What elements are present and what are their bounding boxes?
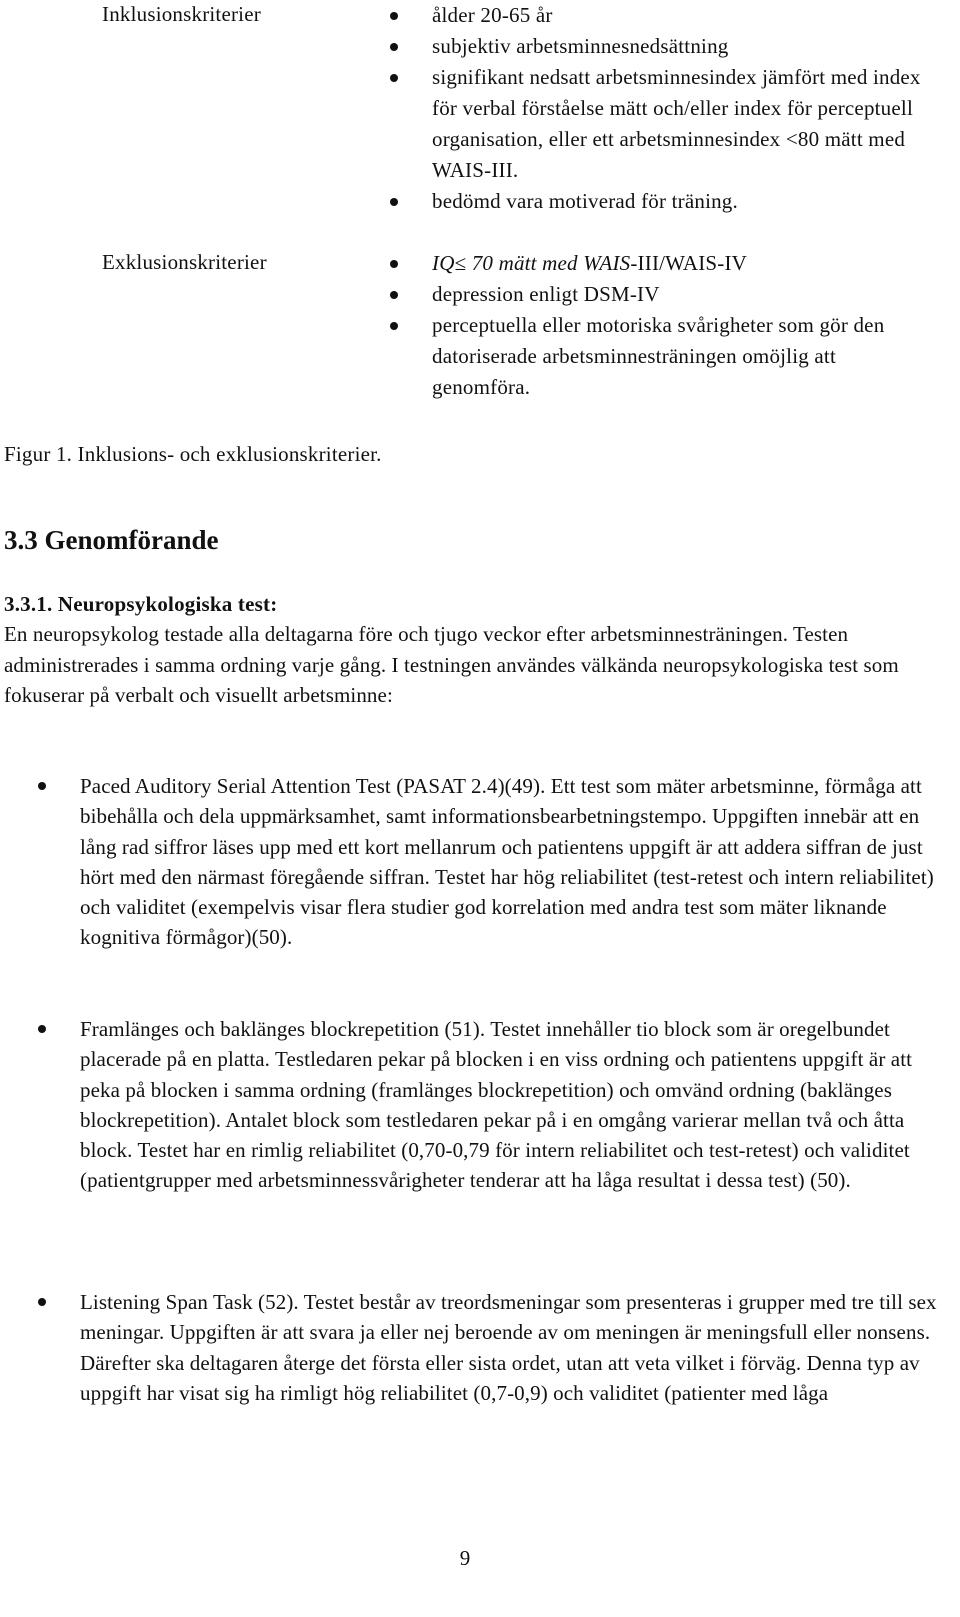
list-item: signifikant nedsatt arbetsminnesindex jämfört med index för verbal förståelse mätt och/eller index för perceptuell organisation, eller ett arbetsminnesindex <80 mätt med WAIS-III. xyxy=(390,62,950,186)
bullet-icon xyxy=(390,198,398,206)
intro-paragraph: En neuropsykolog testade alla deltagarna före och tjugo veckor efter arbetsminnesträningen. Testen administrerades i samma ordning varje gång. I testningen användes välkända neuropsykologiska test som fokuserar på verbalt och visuellt arbetsminne: xyxy=(4,622,899,707)
test-paragraph-blockrepetition: Framlänges och baklänges blockrepetition (51). Testet innehåller tio block som är oregelbundet placerade på en platta. Testledaren pekar på blocken i en viss ordning och patientens uppgift är att peka på blocken i samma ordning (framlänges blockrepetition) och omvänd ordning (baklänges blockrepetition). Antalet block som testledaren pekar på i en omgång varierar mellan två och åtta block. Testet har en rimlig reliabilitet (0,70-0,79 för intern reliabilitet och test-retest) och validitet (patientgrupper med arbetsminnessvårigheter tenderar att ha låga resultat i dessa test) (50). xyxy=(80,1017,913,1193)
subsection-heading: 3.3.1. Neuropsykologiska test: xyxy=(4,592,278,616)
list-item: depression enligt DSM-IV xyxy=(390,279,950,310)
figure-caption: Figur 1. Inklusions- och exklusionskriterier. xyxy=(4,442,382,466)
list-item: ålder 20-65 år xyxy=(390,0,950,31)
section-heading: 3.3 Genomförande xyxy=(4,525,219,555)
bullet-icon xyxy=(390,74,398,82)
page-number: 9 xyxy=(459,1546,471,1570)
list-item: bedömd vara motiverad för träning. xyxy=(390,186,950,217)
list-item: perceptuella eller motoriska svårigheter som gör den datoriserade arbetsminnesträningen omöjlig att genomföra. xyxy=(390,310,950,403)
bullet-icon xyxy=(38,1298,46,1306)
exclusion-list xyxy=(390,248,950,403)
exclusion-label: Exklusionskriterier xyxy=(102,250,267,274)
bullet-icon xyxy=(390,291,398,299)
test-paragraph-pasat: Paced Auditory Serial Attention Test (PASAT 2.4)(49). Ett test som mäter arbetsminne, förmåga att bibehålla och dela uppmärksamhet, samt informationsbearbetningstempo. Uppgiften innebär att en lång rad siffror läses upp med ett kort mellanrum och patientens uppgift är att addera siffran de just hört med den närmast föregående siffran. Testet har hög reliabilitet (test-retest och intern reliabilitet) och validitet (exempelvis visar flera studier god korrelation med andra test som mäter liknande kognitiva förmågor)(50). xyxy=(80,774,934,950)
bullet-icon xyxy=(390,322,398,330)
bullet-icon xyxy=(390,260,398,268)
bullet-icon xyxy=(390,43,398,51)
bullet-icon xyxy=(38,782,46,790)
bullet-icon xyxy=(390,12,398,20)
test-paragraph-listening-span: Listening Span Task (52). Testet består av treordsmeningar som presenteras i grupper med tre till sex meningar. Uppgiften är att svara ja eller nej beroende av om meningen är meningsfull eller nonsens. Därefter ska deltagaren återge det första eller sista ordet, utan att veta vilket i förväg. Denna typ av uppgift har visat sig ha rimligt hög reliabilitet (0,7-0,9) och validitet (patienter med låga xyxy=(80,1290,937,1405)
list-item: IQ≤ 70 mätt med WAIS-III/WAIS-IV xyxy=(390,248,950,279)
bullet-icon xyxy=(38,1025,46,1033)
inclusion-list xyxy=(390,0,950,217)
inclusion-label: Inklusionskriterier xyxy=(102,2,261,26)
list-item: subjektiv arbetsminnesnedsättning xyxy=(390,31,950,62)
